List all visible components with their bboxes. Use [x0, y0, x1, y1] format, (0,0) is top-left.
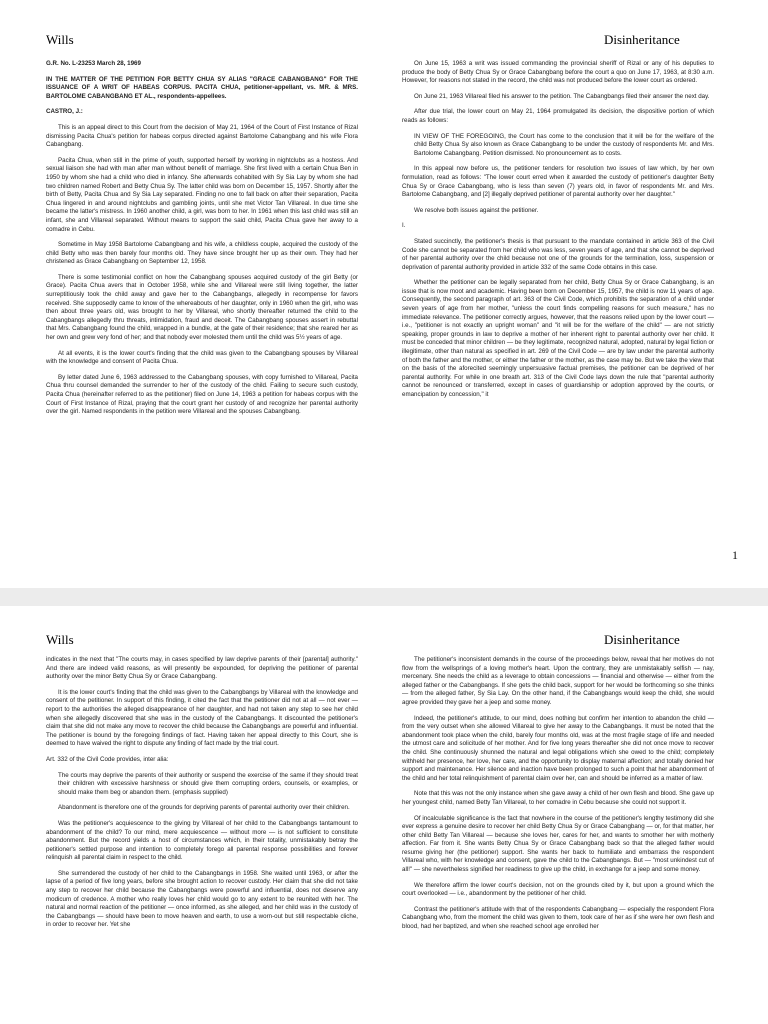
paragraph: G.R. No. L-23253 March 28, 1969: [46, 60, 141, 67]
paragraph: Sometime in May 1958 Bartolome Cabangbang and his wife, a childless couple, acquired the custody of the child Betty who was then barely four months old. They have since brought her up as their own. They had her christened as Grace Cabangbang on September 12, 1958.: [46, 241, 358, 266]
page-header-right: Disinheritance: [604, 632, 680, 647]
document-page-2: [0, 606, 768, 1024]
paragraph: We therefore affirm the lower court's decision, not on the grounds cited by it, but upon a ground which the court overlooked — i.e., abandonment by the petitioner of her child.: [402, 881, 714, 898]
paragraph: Stated succinctly, the petitioner's thesis is that pursuant to the mandate contained in article 363 of the Civil Code she cannot be separated from her child who was less, seven years of age, and that she cannot be deprived of her parental authority over the child because not one of the grounds for the termination, loss, suspension or deprivation of parental authority provided in article 332 of the same Code obtains in this case.: [402, 237, 714, 271]
paragraph: IN THE MATTER OF THE PETITION FOR BETTY CHUA SY ALIAS "GRACE CABANGBANG" FOR THE ISSUANCE OF A WRIT OF HABEAS CORPUS. PACITA CHUA, petitioner-appellant, vs. MR. & MRS. BARTOLOME CABANGBANG ET AL., respondents-appellees.: [46, 75, 358, 100]
paragraph: Note that this was not the only instance when she gave away a child of her own flesh and blood. She gave up her youngest child, named Betty Tan Villareal, to her comadre in Cebu because she could not support it.: [402, 790, 714, 806]
page-header-left: Wills: [46, 32, 74, 47]
paragraph: There is some testimonial conflict on how the Cabangbang spouses acquired custody of the girl Betty (or Grace). Pacita Chua avers that in October 1958, while she and Villareal were still living together, the latter surreptitiously took the child away and gave her to the Cabangbangs, allegedly in recompense for favors received. She supposedly came to know of the whereabouts of her daughter, only in 1960 when the girl, who was then about three years old, was brought to her by Villareal, who shortly thereafter returned the child to the Cabangbangs allegedly thru threats, intimidation, fraud and deceit. The Cabangbang spouses assert in rebuttal that Mrs. Cabangbang found the child, wrapped in a bundle, at the gate of their residence; that she reared her as her own and grew very fond of her; and that nobody ever molested them until the child was 5½ years of age.: [46, 273, 358, 342]
page-header-left: Wills: [46, 632, 74, 647]
paragraph: I.: [402, 222, 406, 230]
paragraph: At all events, it is the lower court's finding that the child was given to the Cabangbang spouses by Villareal with the knowledge and consent of Pacita Chua.: [46, 349, 358, 366]
paragraph: We resolve both issues against the petitioner.: [414, 206, 539, 214]
paragraph: By letter dated June 6, 1963 addressed to the Cabangbang spouses, with copy furnished to Villareal, Pacita Chua thru counsel demanded the surrender to her of the custody of the child. Failing to secure such custody, Pacita Chua (hereinafter referred to as the petitioner) filed on June 14, 1963 a petition for habeas corpus with the Court of First Instance of Rizal, praying that the court grant her custody of and recognize her parental authority over the girl. Named respondents in the petition were Villareal and the spouses Cabangbang.: [46, 373, 358, 416]
paragraph: Indeed, the petitioner's attitude, to our mind, does nothing but confirm her intention to abandon the child — from the very outset when she allowed Villareal to give her away to the Cabangbangs. It must be noted that the abandonment took place when the child, barely four months old, was at the most fragile stage of life and needed the utmost care and solicitude of her mother. And for five long years thereafter she did not once move to recover the child. She continuously shunned the natural and legal obligations which she owed to the child; completely withheld her presence, her love, her care, and the opportunity to display maternal affection; and totally denied her support and maintenance. Her silence and inaction have been prolonged to such a point that her abandonment of the child and her total relinquishment of parental claim over her, can and should be inferred as a matter of law.: [402, 714, 714, 782]
right-column: [402, 60, 714, 407]
paragraph: Art. 332 of the Civil Code provides, inter alia:: [46, 755, 169, 763]
paragraph: indicates in the next that "The courts may, in cases specified by law deprive parents of their [parental] authority." And there are indeed valid reasons, as will presently be expounded, for depriving the petitioner of parental authority over the minor Betty Chua Sy or Grace Cabangbang.: [46, 656, 358, 681]
paragraph: This is an appeal direct to this Court from the decision of May 21, 1964 of the Court of First Instance of Rizal dismissing Pacita Chua's petition for habeas corpus directed against Bartolome Cabangbang and his wife Flora Cabangbang.: [46, 123, 358, 149]
right-column: [402, 656, 714, 939]
page-number: 1: [732, 548, 738, 562]
paragraph: CASTRO, J.:: [46, 108, 83, 116]
paragraph: Was the petitioner's acquiescence to the giving by Villareal of her child to the Cabangbangs tantamount to abandonment of the child? To our mind, mere acquiescence — without more — is not sufficient to constitute abandonment. But the record yields a host of circumstances which, in their totality, unmistakably betray the petitioner's settled purpose and intention to completely forego all parental response possibilities and forever relinquish all parental claim in respect to the child.: [46, 819, 358, 862]
left-column: [46, 656, 358, 937]
paragraph: The petitioner's inconsistent demands in the course of the proceedings below, reveal that her motives do not flow from the wellsprings of a loving mother's heart. Upon the contrary, they are unmistakably selfish — nay, mercenary. She needs the child as a leverage to obtain concessions — financial and otherwise — either from the alleged father or the Cabangbangs. If she gets the child back, support for her would be forthcoming so she thinks — from the alleged father, Sy Sia Lay. On the other hand, if the Cabangbangs would keep the child, she would agree provided they gave her a jeep and some money.: [402, 656, 714, 706]
paragraph: IN VIEW OF THE FOREGOING, the Court has come to the conclusion that it will be for the welfare of the child Betty Chua Sy also known as Grace Cabangbang to be under the custody of respondents Mr. and Mrs. Bartolome Cabangbang. Petition dismissed. No pronouncement as to costs.: [414, 132, 714, 157]
paragraph: After due trial, the lower court on May 21, 1964 promulgated its decision, the dispositive portion of which reads as follows:: [402, 108, 714, 124]
paragraph: She surrendered the custody of her child to the Cabangbangs in 1958. She waited until 1963, or after the lapse of a period of five long years, before she brought action to recover custody. Her claim that she did not take any step to recover her child because the Cabangbangs were powerful and influential, does not deserve any modicum of credence. A mother who really loves her child would go to any extent to be reunited with her. The natural and normal reaction of the petitioner — once informed, as she alleged, and her child was in the custody of the Cabangbangs — should have been to move heaven and earth, to use a worn-out but still respectable cliche, in order to recover her. Yet she: [46, 869, 358, 929]
paragraph: Of incalculable significance is the fact that nowhere in the course of the petitioner's lengthy testimony did she ever express a genuine desire to recover her child Betty Chua Sy or Grace Cabangbang — or, for that matter, her other child Betty Tan Villareal — because she loves her, cares for her, and wants to smother her with motherly affection. Far from it. She wants Betty Chua Sy or Grace Cabangbang back so that the alleged father would resume giving her (the petitioner) support. She wants her back to humiliate and embarrass the respondent Villareal who, with her knowledge and consent, gave the child to the Cabangbangs. But — "most unkindest cut of all!" — she nevertheless signified her readiness to give up the child, in exchange for a jeep and some money.: [402, 814, 714, 874]
paragraph: It is the lower court's finding that the child was given to the Cabangbangs by Villareal with the knowledge and consent of the petitioner. In support of this finding, it cited the fact that the petitioner did not at all — not ever — report to the authorities the alleged disappearance of her daughter, and had not taken any step to see her child when she allegedly discovered that she was in the custody of the Cabangbangs. It discounted the petitioner's claim that she did not make any move to recover the child because the Cabangbangs are powerful and influential. The petitioner is bound by the foregoing findings of fact. Having taken her appeal directly to this Court, she is deemed to have waived the right to dispute any finding of fact made by the trial court.: [46, 688, 358, 748]
paragraph: On June 21, 1963 Villareal filed his answer to the petition. The Cabangbangs filed their answer the next day.: [414, 92, 710, 100]
left-column: [46, 60, 358, 424]
paragraph: Whether the petitioner can be legally separated from her child, Betty Chua Sy or Grace Cabangbang, is an issue that is now moot and academic. Having been born on December 15, 1957, the child is now 11 years of age. Consequently, the second paragraph of art. 363 of the Civil Code, which prohibits the separation of a child under seven years of age from her mother, "unless the court finds compelling reasons for such measure," has no immediate relevance. The petitioner correctly argues, however, that the reasons relied upon by the lower court —i.e., "petitioner is not exactly an upright woman" and "it will be for the welfare of the child" — are not strictly speaking, proper grounds in law to deprive a mother of her inherent right to parental authority over her child. It must be conceded that minor children — be they legitimate, recognized natural, adopted, natural by legal fiction or illegitimate, other than natural as specified in art. 269 of the Civil Code — are by law under the parental authority of both the father and the mother, or either the father or the mother, as the case may be. But we take the view that on the basis of the aforecited seemingly unpersuasive factual premises, the petitioner can be deprived of her parental authority. For while in one breath art. 313 of the Civil Code lays down the rule that "parental authority cannot be renounced or transferred, except in cases of guardianship or adoption approved by the courts, or emancipation by concession," it: [402, 279, 714, 398]
page-header-right: Disinheritance: [604, 32, 680, 47]
paragraph: Pacita Chua, when still in the prime of youth, supported herself by working in nightclubs as a hostess. And sexual liaison she had with man after man without benefit of marriage. She first lived with a certain Chua Ben in 1950 by whom she had a child who died in infancy. She afterwards cohabited with Sy Sia Lay by whom she had two children named Robert and Betty Chua Sy. The latter child was born on December 15, 1957. Shortly after the birth of Betty, Pacita Chua and Sy Sia Lay separated. Finding no one to fall back on after their separation, Pacita Chua lingered in and around nightclubs and gambling joints, until she met Victor Tan Villareal. In due time she became the latter's mistress. In 1960 another child, a girl, was born to her. In 1961 when this last child was still an infant, she and Villareal separated. Without means to support the said child, Pacita Chua gave her away to a comadre in Cebu.: [46, 156, 358, 233]
paragraph: In this appeal now before us, the petitioner tenders for resolution two issues of law which, by her own formulation, read as follows: "The lower court erred when it awarded the custody of petitioner's daughter Betty Chua Sy or Grace Cabangbang, who is less than seven (7) years old, in favor of respondents Mr. and Mrs. Bartolome Cabangbang, and [2] illegally deprived petitioner of parental authority over her daughter.": [402, 165, 714, 199]
paragraph: Abandonment is therefore one of the grounds for depriving parents of parental authority over their children.: [58, 804, 350, 812]
paragraph: Contrast the petitioner's attitude with that of the respondents Cabangbang — especially the respondent Flora Cabangbang who, from the moment the child was given to them, took care of her as if she were her own flesh and blood, had her baptized, and when she reached school age enrolled her: [402, 905, 714, 931]
paragraph: The courts may deprive the parents of their authority or suspend the exercise of the same if they should treat their children with excessive harshness or should give them corrupting orders, counsels, or examples, or should make them beg or abandon them. (emphasis supplied): [58, 771, 358, 796]
paragraph: On June 15, 1963 a writ was issued commanding the provincial sheriff of Rizal or any of his deputies to produce the body of Betty Chua Sy or Grace Cabangbang before the court a quo on June 17, 1963, at 8:30 a.m. However, for reasons not stated in the record, the child was not produced before the lower court as ordered.: [402, 60, 714, 85]
